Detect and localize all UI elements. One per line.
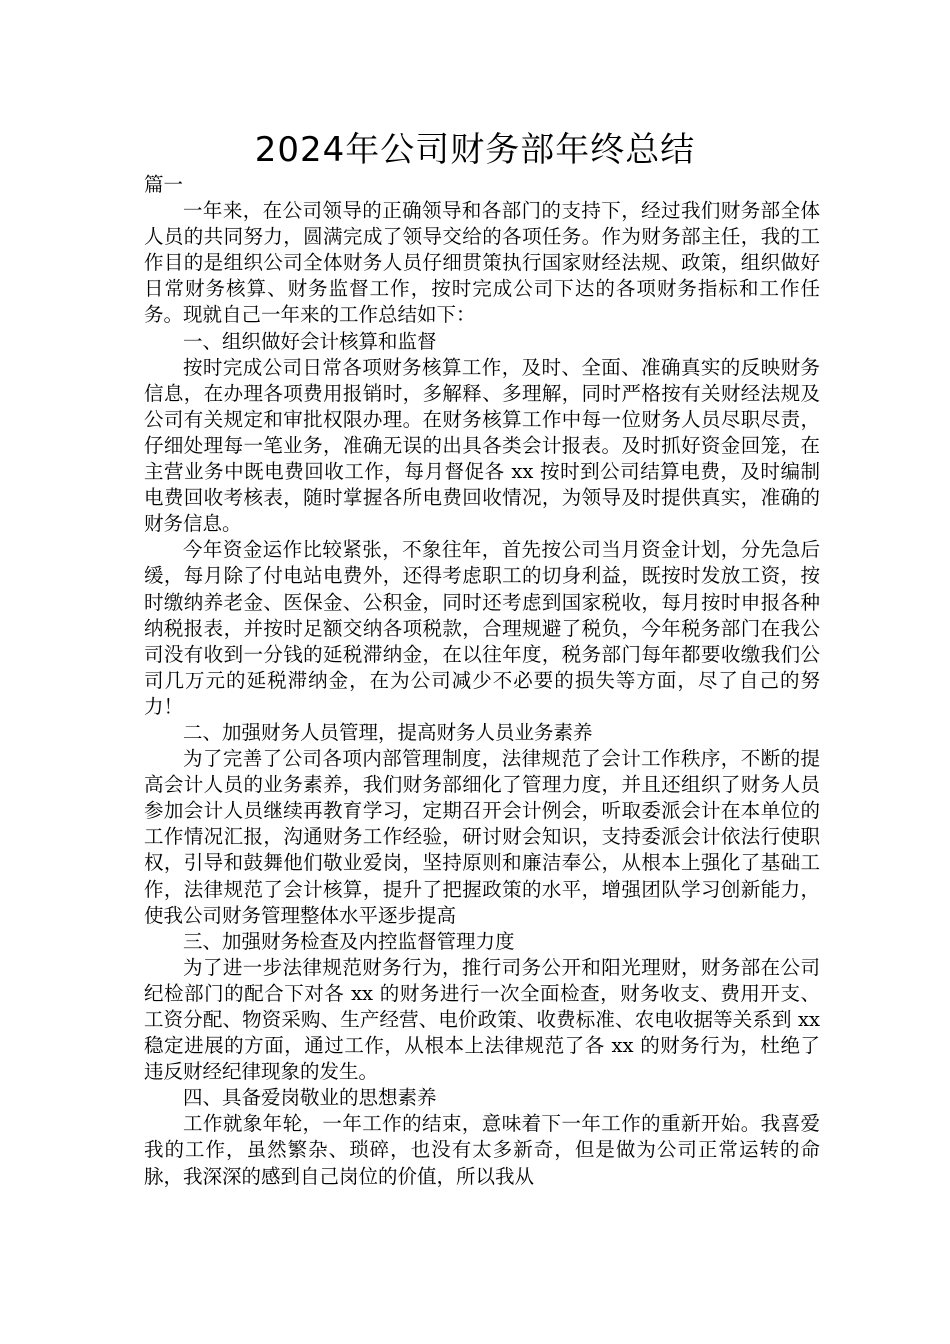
section-heading-2: 二、加强财务人员管理，提高财务人员业务素养 xyxy=(183,720,593,744)
section-heading-3: 三、加强财务检查及内控监督管理力度 xyxy=(183,929,515,953)
intro-paragraph: 一年来，在公司领导的正确领导和各部门的支持下，经过我们财务部全体人员的共同努力，圆满完成了领导交给的各项任务。作为财务部主任，我的工作目的是组织公司全体财务人员仔细贯策执行国家财经法规、政策，组织做好日常财务核算、财务监督工作，按时完成公司下达的各项财务指标和工作任务。现就自己一年来的工作总结如下： xyxy=(144,199,820,327)
document-body xyxy=(144,172,820,1190)
section-4-paragraph: 工作就象年轮，一年工作的结束，意味着下一年工作的重新开始。我喜爱我的工作，虽然繁杂、琐碎，也没有太多新奇，但是做为公司正常运转的命脉，我深深的感到自己岗位的价值，所以我从 xyxy=(144,1112,820,1188)
section-3-paragraph: 为了进一步法律规范财务行为，推行司务公开和阳光理财，财务部在公司纪检部门的配合下对各 xx 的财务进行一次全面检查，财务收支、费用开支、工资分配、物资采购、生产经营、电价政策、收费标准、农电收据等关系到 xx 稳定进展的方面，通过工作，从根本上法律规范了各 xx 的财务行为，杜绝了违反财经纪律现象的发生。 xyxy=(144,955,820,1084)
section-2-paragraph: 为了完善了公司各项内部管理制度，法律规范了会计工作秩序，不断的提高会计人员的业务素养，我们财务部细化了管理力度，并且还组织了财务人员参加会计人员继续再教育学习，定期召开会计例会，听取委派会计在本单位的工作情况汇报，沟通财务工作经验，研讨财会知识，支持委派会计依法行使职权，引导和鼓舞他们敬业爱岗，坚持原则和廉洁奉公，从根本上强化了基础工作，法律规范了会计核算，提升了把握政策的水平，增强团队学习创新能力，使我公司财务管理整体水平逐步提高 xyxy=(144,747,820,927)
section-heading-1: 一、组织做好会计核算和监督 xyxy=(183,329,437,353)
section-1-paragraph-2: 今年资金运作比较紧张，不象往年，首先按公司当月资金计划，分先急后缓，每月除了付电站电费外，还得考虑职工的切身利益，既按时发放工资，按时缴纳养老金、医保金、公积金，同时还考虑到国家税收，每月按时申报各种纳税报表，并按时足额交纳各项税款，合理规避了税负，今年税务部门在我公司没有收到一分钱的延税滞纳金，在以往年度，税务部门每年都要收缴我们公司几万元的延税滞纳金，在为公司减少不必要的损失等方面，尽了自己的努力！ xyxy=(144,538,820,718)
part-label: 篇一 xyxy=(144,173,184,196)
document-title: 2024年公司财务部年终总结 xyxy=(254,130,696,170)
section-heading-4: 四、具备爱岗敬业的思想素养 xyxy=(183,1086,437,1110)
section-1-paragraph-1: 按时完成公司日常各项财务核算工作，及时、全面、准确真实的反映财务信息，在办理各项费用报销时，多解释、多理解，同时严格按有关财经法规及公司有关规定和审批权限办理。在财务核算工作中每一位财务人员尽职尽责，仔细处理每一笔业务，准确无误的出具各类会计报表。及时抓好资金回笼，在主营业务中既电费回收工作，每月督促各 xx 按时到公司结算电费，及时编制电费回收考核表，随时掌握各所电费回收情况，为领导及时提供真实，准确的财务信息。 xyxy=(144,355,820,536)
